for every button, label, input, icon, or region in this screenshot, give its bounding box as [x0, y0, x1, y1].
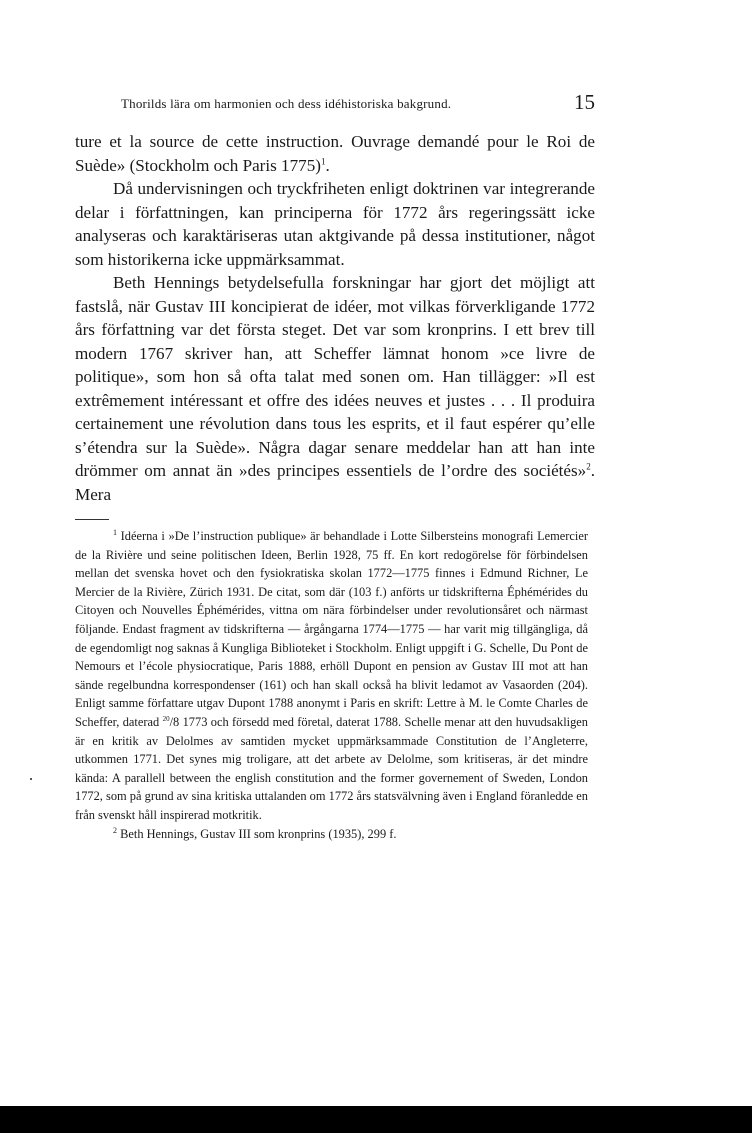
footnote-1-date-denominator: /8	[169, 714, 180, 729]
paragraph-2-text: Då undervisningen och tryckfriheten enligt doktrinen var integrerande delar i författningen, kan principerna för 1772 års regeringssätt icke analyseras och karaktäriseras utan aktgivande på dessa institutioner, något som historikerna icke uppmärksammat.	[75, 179, 595, 269]
footnote-ref-2: 2	[586, 461, 591, 472]
page-number: 15	[574, 90, 595, 114]
scan-edge-band	[0, 1106, 752, 1133]
main-text	[75, 130, 595, 506]
paragraph-2	[75, 177, 595, 271]
footnote-divider	[75, 519, 109, 520]
footnote-2-mark: 2	[113, 825, 117, 835]
footnote-1-mark: 1	[113, 527, 117, 537]
running-header	[75, 92, 595, 118]
scan-speck	[30, 778, 32, 780]
paragraph-3-end: . Mera	[75, 461, 595, 504]
footnote-1	[75, 527, 588, 825]
footnotes	[75, 527, 588, 843]
paragraph-3-text: Beth Hennings betydelsefulla forskningar har gjort det möjligt att fastslå, när Gustav III koncipierat de idéer, mot vilkas förverkligande 1772 års författning var det första steget. Det var som kronprins. I ett brev till modern 1767 skriver han, att Scheffer lämnat honom »ce livre de politique», som hon så ofta talat med sonen om. Han tillägger: »Il est extrêmement intéressant et offre des idées neuves et justes . . . Il produira certainement une révolution dans tous les esprits, et il faut espérer qu’elle s’étendra sur la Suède». Några dagar senare meddelar han att han inte drömmer om annat än »des principes essentiels de l’ordre des sociétés»	[75, 273, 595, 480]
footnote-1-date-numerator: 20	[162, 714, 170, 723]
footnote-2	[75, 825, 588, 844]
paragraph-1-end: .	[325, 155, 330, 175]
paragraph-1	[75, 130, 595, 177]
running-title: Thorilds lära om harmonien och dess idéhistoriska bakgrund.	[121, 96, 452, 111]
footnote-1-text-cont: 1773 och försedd med företal, daterat 1788. Schelle menar att den huvudsakligen är en kritik av Delolmes av samtiden mycket uppmärksammade Constitution de l’Angleterre, utkommen 1771. Det synes mig troligare, att det arbete av Delolme, som kritiseras, är det mindre kända: A parallell between the english constitution and the former governement of Sweden, London 1772, som på grund av sina kritiska uttalanden om 1772 års statsvälvning även i England föranledde en från svenskt håll inspirerad motkritik.	[75, 714, 588, 822]
footnote-ref-1: 1	[320, 155, 326, 166]
paragraph-1-text: ture et la source de cette instruction. Ouvrage demandé pour le Roi de Suède» (Stockholm och Paris 1775)	[75, 132, 595, 175]
paragraph-3	[75, 271, 595, 506]
footnote-2-text: Beth Hennings, Gustav III som kronprins (1935), 299 f.	[120, 826, 397, 841]
footnote-1-text: Idéerna i »De l’instruction publique» är behandlade i Lotte Silbersteins monografi Lemercier de la Rivière und seine politischen Ideen, Berlin 1928, 75 ff. En kort redogörelse för förbindelsen mellan det svenska hovet och den fysiokratiska skolan 1772—1775 finnes i Edmund Richner, Le Mercier de la Rivière, Zürich 1931. De citat, som där (103 f.) anförts ur tidskrifterna Éphémérides du Citoyen och Nouvelles Éphémérides, vittna om nära förbindelser under revolutionsåret och närmast följande. Endast fragment av tidskrifterna — årgångarna 1774—1775 — har varit mig tillgängliga, då de egendomligt nog saknas å Kungliga Biblioteket i Stockholm. Enligt uppgift i G. Schelle, Du Pont de Nemours et l’école physiocratique, Paris 1888, erhöll Dupont en pension av Gustav III mot att han sände regelbundna korrespondenser (161) och han skall också ha blivit ledamot av Vasaorden (204). Enligt samme författare utgav Dupont 1788 anonymt i Paris en skrift: Lettre à M. le Comte Charles de Scheffer, daterad	[75, 529, 588, 729]
